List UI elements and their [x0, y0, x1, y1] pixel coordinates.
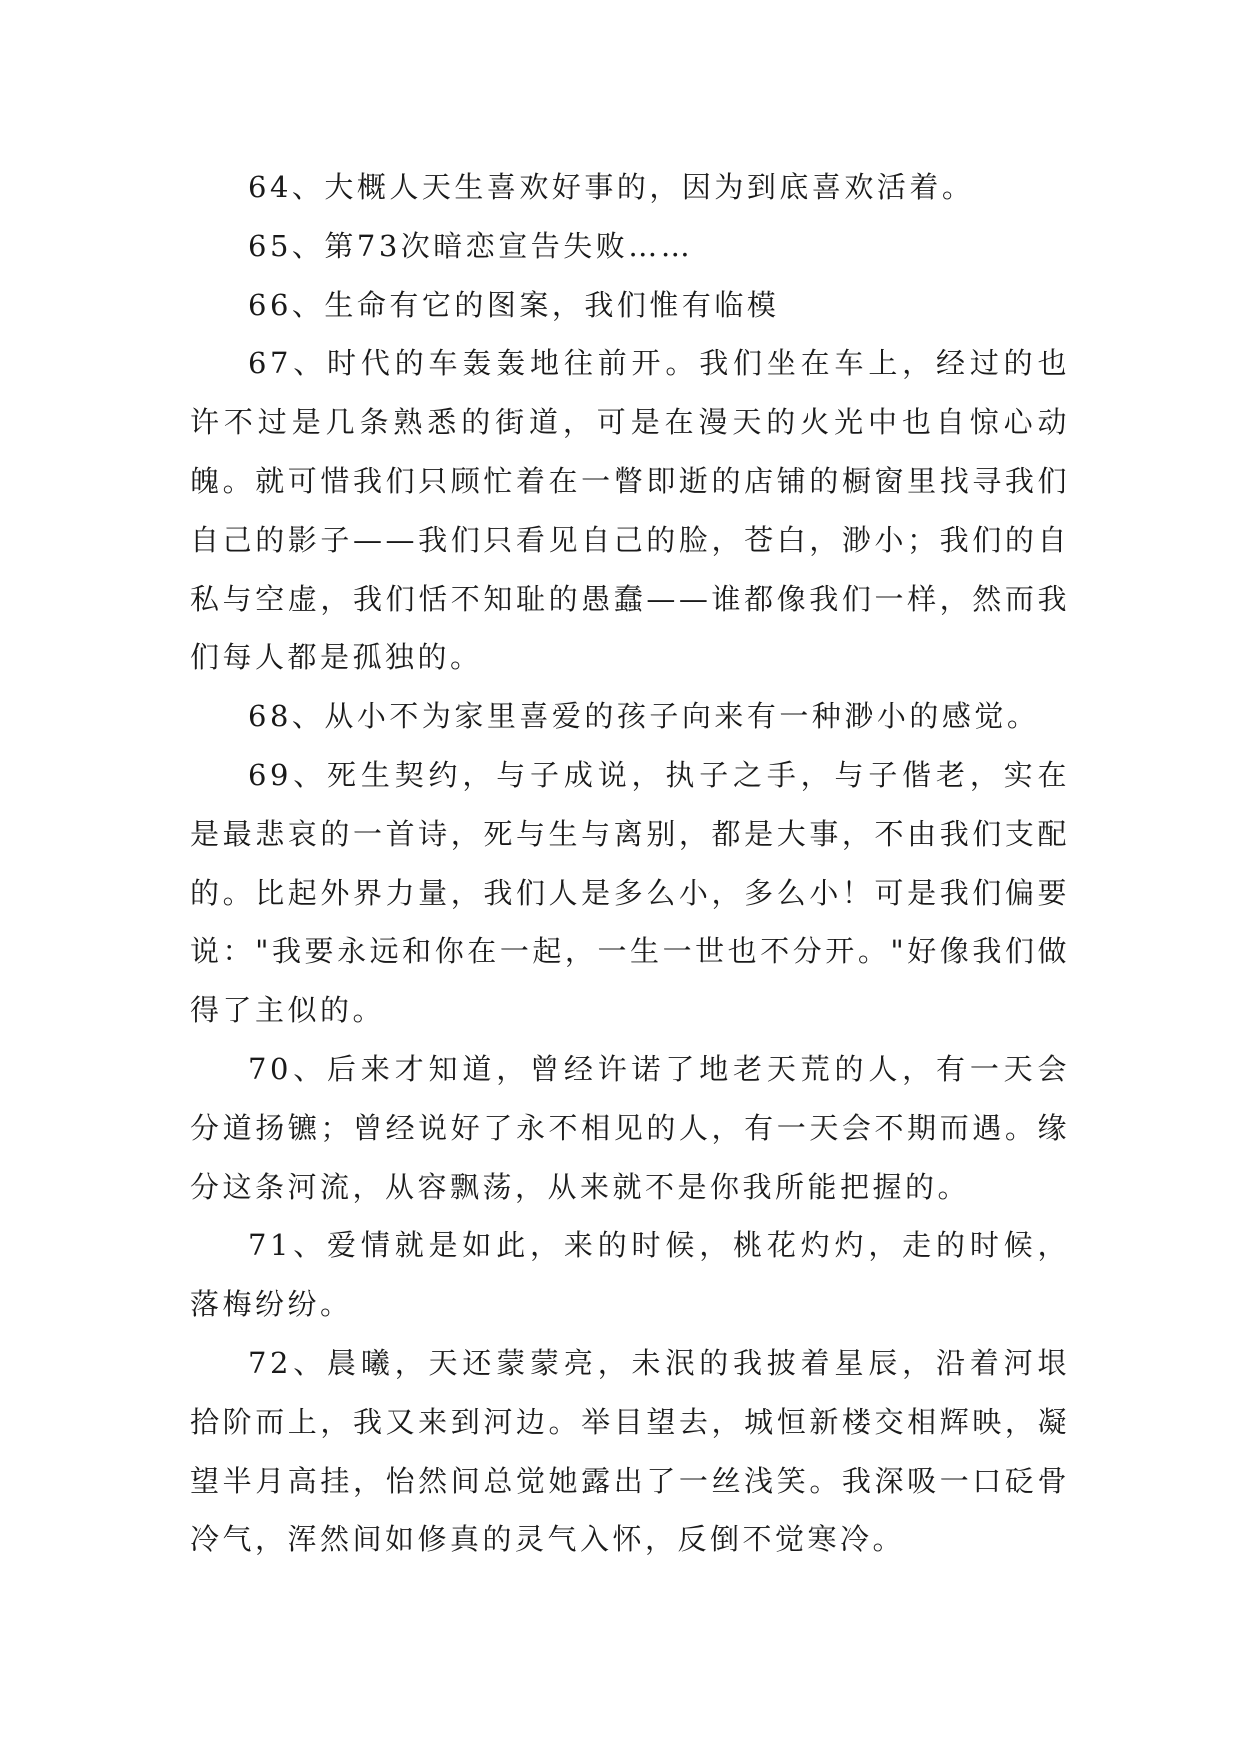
paragraph-66: 66、生命有它的图案，我们惟有临模 — [248, 287, 780, 322]
paragraph-72: 72、晨曦，天还蒙蒙亮，未泯的我披着星辰，沿着河垠拾阶而上，我又来到河边。举目望去，城恒新楼交相辉映，凝望半月高挂，怡然间总觉她露出了一丝浅笑。我深吸一口砭骨冷气，浑然间如修真的灵气入怀，反倒不觉寒冷。 — [190, 1345, 1070, 1557]
document-body — [190, 158, 1070, 1569]
paragraph-67: 67、时代的车轰轰地往前开。我们坐在车上，经过的也许不过是几条熟悉的街道，可是在漫天的火光中也自惊心动魄。就可惜我们只顾忙着在一瞥即逝的店铺的橱窗里找寻我们自己的影子——我们只看见自己的脸，苍白，渺小；我们的自私与空虚，我们恬不知耻的愚蠢——谁都像我们一样，然而我们每人都是孤独的。 — [190, 346, 1070, 675]
paragraph-64: 64、大概人天生喜欢好事的，因为到底喜欢活着。 — [248, 170, 975, 204]
paragraph-68: 68、从小不为家里喜爱的孩子向来有一种渺小的感觉。 — [248, 699, 1040, 734]
paragraph-69: 69、死生契约，与子成说，执子之手，与子偕老，实在是最悲哀的一首诗，死与生与离别，都是大事，不由我们支配的。比起外界力量，我们人是多么小，多么小！可是我们偏要说："我要永远和你在一起，一生一世也不分开。"好像我们做得了主似的。 — [190, 757, 1070, 1028]
paragraph-65: 65、第73次暗恋宣告失败…… — [248, 228, 694, 263]
paragraph-70: 70、后来才知道，曾经许诺了地老天荒的人，有一天会分道扬镳；曾经说好了永不相见的人，有一天会不期而遇。缘分这条河流，从容飘荡，从来就不是你我所能把握的。 — [190, 1051, 1070, 1204]
paragraph-71: 71、爱情就是如此，来的时候，桃花灼灼，走的时候，落梅纷纷。 — [190, 1228, 1070, 1322]
